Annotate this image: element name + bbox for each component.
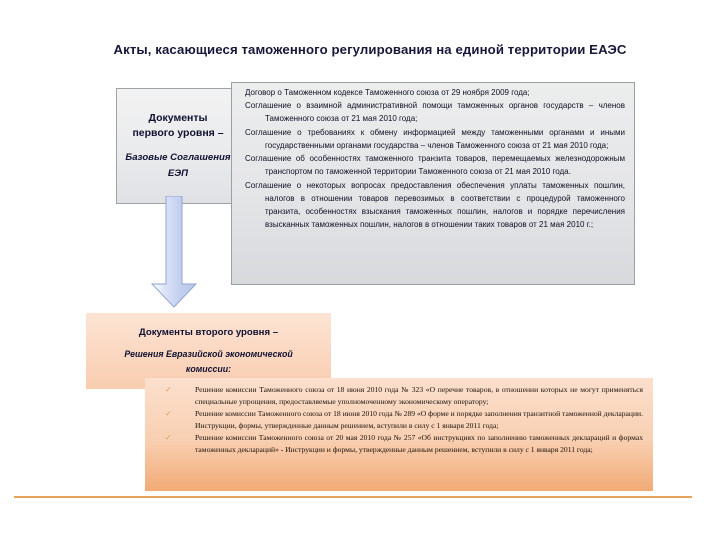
list-item-text: Решение комиссии Таможенного союза от 18 июня 2010 года № 289 «О форме и порядке заполнения транзитной таможенной декларации. Инструкции, формы, утвержденные данным решением, вступили в силу с 1 января 2011 года; (195, 409, 643, 430)
level2-heading: Документы второго уровня – (138, 327, 279, 339)
page-title: Акты, касающиеся таможенного регулирования на единой территории ЕАЭС (113, 42, 627, 57)
list-item: Соглашение об особенностях таможенного транзита товаров, перемещаемых железнодорожным транспортом по таможенной территории Таможенного союза от 21 мая 2010 года. (245, 154, 625, 177)
list-item: Договор о Таможенном кодексе Таможенного союза от 29 ноября 2009 года; (245, 88, 530, 97)
list-item: Соглашение о требованиях к обмену информацией между таможенными органами и иными государственными органами государства – членов Таможенного союза от 21 мая 2010 года; (245, 127, 625, 150)
list-item-text: Решение комиссии Таможенного союза от 18 июня 2010 года № 323 «О перечне товаров, в отношении которых не могут применяться специальные упрощения, предоставляемые уполномоченному экономическому оператору; (195, 385, 643, 406)
list-item (153, 408, 643, 431)
list-item (153, 384, 643, 407)
checkmark-icon: ✓ (165, 409, 172, 419)
level2-subtitle-line1: Решения Евразийской экономической (124, 349, 293, 360)
list-item: Соглашение о некоторых вопросах предоставления обеспечения уплаты таможенных пошлин, налогов в отношении товаров перевозимых в соответствии с процедурой таможенного транзита, особенностях взыскания таможенных пошлин, налогов и порядке перечисления взысканных таможенных пошлин, налогов в отношении таких товаров от 21 мая 2010 г.; (245, 180, 625, 229)
level1-label-box (116, 88, 240, 204)
level1-subtitle-line1: Базовые Соглашения (125, 152, 231, 164)
level1-subtitle-line2: ЕЭП (167, 168, 189, 180)
level1-heading-line2: первого уровня – (132, 127, 224, 140)
level1-document-list (245, 87, 625, 231)
list-item: Соглашение о взаимной административной помощи таможенных органов государств – членов Таможенного союза от 21 мая 2010 года; (245, 101, 625, 124)
level1-content-box (231, 82, 635, 285)
down-arrow-icon (151, 196, 197, 312)
level2-subtitle-line2: комиссии: (185, 364, 232, 375)
checkmark-icon: ✓ (165, 433, 172, 443)
level2-content-box (145, 378, 653, 491)
level2-document-list (153, 384, 643, 455)
checkmark-icon: ✓ (165, 385, 172, 394)
level1-heading-line1: Документы (148, 111, 208, 124)
list-item (153, 432, 643, 455)
footer-divider (14, 496, 692, 498)
list-item-text: Решение комиссии Таможенного союза от 20 мая 2010 года № 257 «Об инструкциях по заполнению таможенных деклараций и формах таможенных деклараций» - Инструкции и формы, утвержденные данным решением, вступили в силу с 1 января 2011 года; (195, 433, 643, 454)
